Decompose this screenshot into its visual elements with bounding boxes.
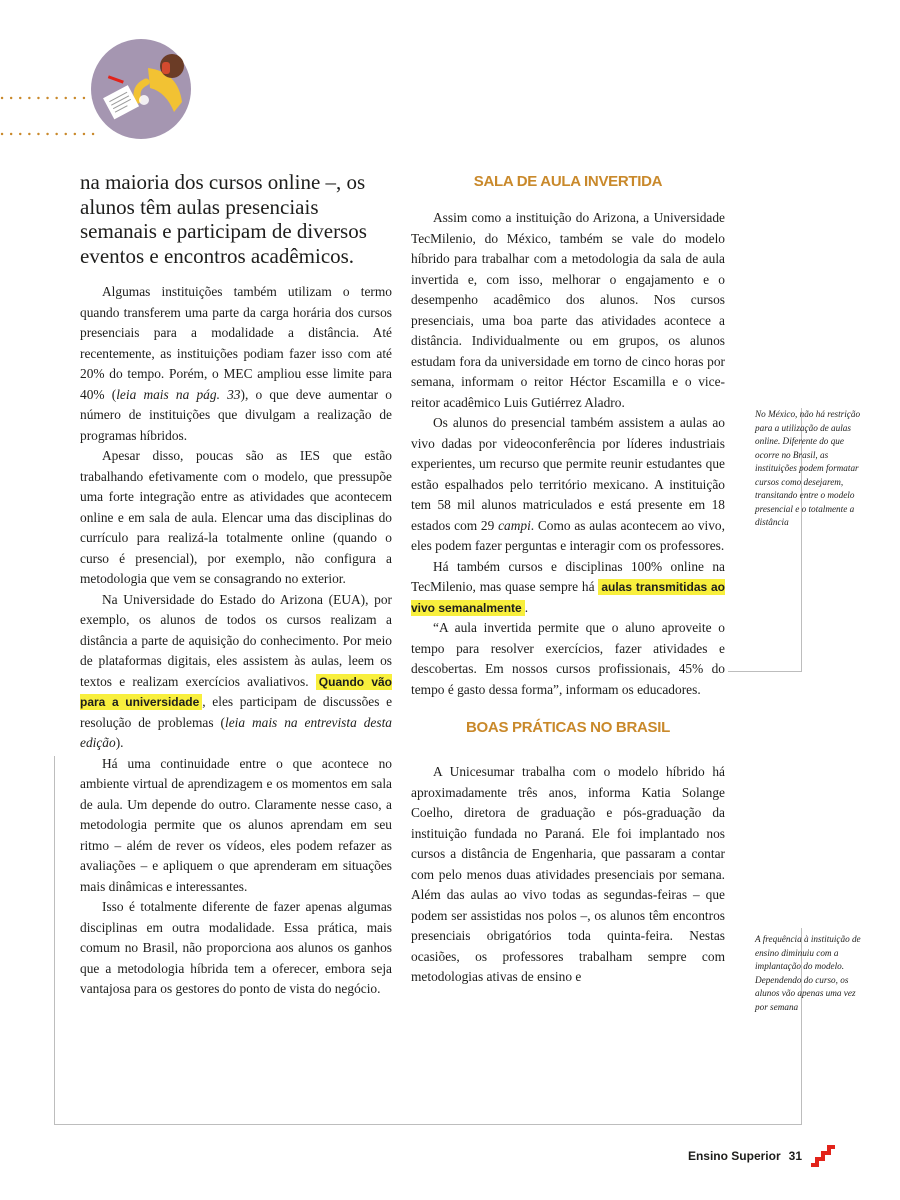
dotted-line-decoration xyxy=(0,132,100,136)
highlighted-phrase: Quando vão para a universidade xyxy=(80,674,392,709)
body-paragraph: Na Universidade do Estado do Arizona (EUA), por exemplo, os alunos de todos os cursos realizam a distância a parte de aquisição do conhecimento. Por meio de plataformas digitais, eles assistem às aulas, leem os textos e realizam exercícios avaliativos. Quando vão para a universidade , eles participam de discussões e resolução de problemas (leia mais na entrevista desta edição). xyxy=(80,591,393,750)
dotted-line-decoration xyxy=(0,96,100,100)
highlighted-phrase: aulas transmitidas ao vivo semanalmente xyxy=(411,580,725,615)
body-paragraph: Os alunos do presencial também assistem a aulas ao vivo dadas por videoconferência por líderes industriais experientes, um recurso que permite reunir estudantes que estão espalhados pelo território mexicano. A instituição tem 58 mil alunos matriculados e está presente em 18 estados com 29 campi. Como as aulas acontecem ao vivo, eles podem fazer perguntas e interagir com os professores. xyxy=(411,415,725,553)
student-illustration xyxy=(86,38,196,140)
body-paragraph: Há uma continuidade entre o que acontece no ambiente virtual de aprendizagem e os momentos em sala de aula. Um depende do outro. Claramente nesse caso, a metodologia permite que os alunos aprendam em seu ritmo – além de rever os vídeos, eles podem refazer as avaliações – e apliquem o que aprenderam em situações mais dinâmicas e interessantes. xyxy=(80,755,392,894)
body-paragraph: “A aula invertida permite que o aluno aproveite o tempo para resolver exercícios, fazer atividades e descobertas. Em nossos cursos profissionais, 45% do tempo é gasto dessa forma”, informam os educadores. xyxy=(411,620,725,697)
lead-paragraph: na maioria dos cursos online –, os alunos têm aulas presenciais semanais e participam de diversos eventos e encontros acadêmicos. xyxy=(80,170,367,268)
sidenote-frequencia: A frequência à instituição de ensino diminuiu com a implantação do modelo. Dependendo do curso, os alunos vão apenas uma vez por semana xyxy=(755,934,861,1012)
body-paragraph: A Unicesumar trabalha com o modelo híbrido há aproximadamente três anos, informa Katia Solange Coelho, diretora de graduação e pós-graduação da instituição fundada no Paraná. Ele foi implantado nos cursos a distância de Engenharia, que passaram a contar com pelo menos duas atividades presenciais por semana. Além das aulas ao vivo todas as segundas-feiras – que podem ser assistidas nos polos –, os alunos têm encontros presenciais obrigatórios toda quinta-feira. Nestas ocasiões, os professores trabalham sempre com metodologias ativas de ensino e xyxy=(411,764,725,984)
left-column xyxy=(80,170,392,1000)
frame-line-connector xyxy=(728,671,802,672)
body-paragraph: Apesar disso, poucas são as IES que estão trabalhando efetivamente com o modelo, que pressupõe uma forte integração entre as atividades que acontecem online e em sala de aula. Elencar uma das disciplinas do currículo para realizá-la totalmente online (quando o curso é presencial), por exemplo, não configura a metodologia que vem se consagrando no exterior. xyxy=(80,448,392,586)
body-paragraph: Isso é totalmente diferente de fazer apenas algumas disciplinas em outra modalidade. Essa prática, mais comum no Brasil, não proporciona aos alunos os ganhos que a metodologia híbrida tem a oferecer, embora seja vantajosa para os gestores do ponto de vista do negócio. xyxy=(80,899,392,996)
magazine-title: Ensino Superior xyxy=(687,1149,781,1163)
section-heading-sala-de-aula-invertida: SALA DE AULA INVERTIDA xyxy=(473,173,663,190)
body-paragraph: Algumas instituições também utilizam o termo quando transferem uma parte da carga horária dos cursos presenciais para a modalidade a distância. Até recentemente, as instituições podiam fazer isso com até 20% do tempo. Porém, o MEC ampliou esse limite para 40% (leia mais na pág. 33), o que deve aumentar o número de instituições que divulgam a realização de programas híbridos. xyxy=(80,284,392,443)
body-paragraph: Assim como a instituição do Arizona, a Universidade TecMilenio, do México, também se vale do modelo híbrido para trabalhar com a metodologia da sala de aula invertida e, com isso, melhorar o engajamento e o desempenho acadêmico dos alunos. Nos cursos presenciais, uma boa parte das atividades acontece a distância. Individualmente ou em grupos, os alunos estudam fora da universidade em torno de cinco horas por semana, informam o reitor Héctor Escamilla e o vice-reitor acadêmico Luis Gutiérrez Aladro. xyxy=(411,210,725,410)
page-footer xyxy=(688,1143,836,1169)
page-number: 31 xyxy=(788,1149,802,1163)
sidenote-mexico: No México, não há restrição para a utilização de aulas online. Diferente do que ocorre no Brasil, as instituições podem formatar cursos como desejarem, transitando entre o modelo presencial e o totalmente a distância xyxy=(755,409,861,527)
right-column xyxy=(411,170,725,988)
body-paragraph: Há também cursos e disciplinas 100% online na TecMilenio, mas quase sempre há aulas transmitidas ao vivo semanalmente . xyxy=(411,558,725,615)
frame-line-left xyxy=(54,756,55,1125)
frame-line-bottom xyxy=(54,1124,802,1125)
magazine-logo-icon xyxy=(810,1145,836,1167)
section-heading-boas-praticas: BOAS PRÁTICAS NO BRASIL xyxy=(466,719,670,736)
